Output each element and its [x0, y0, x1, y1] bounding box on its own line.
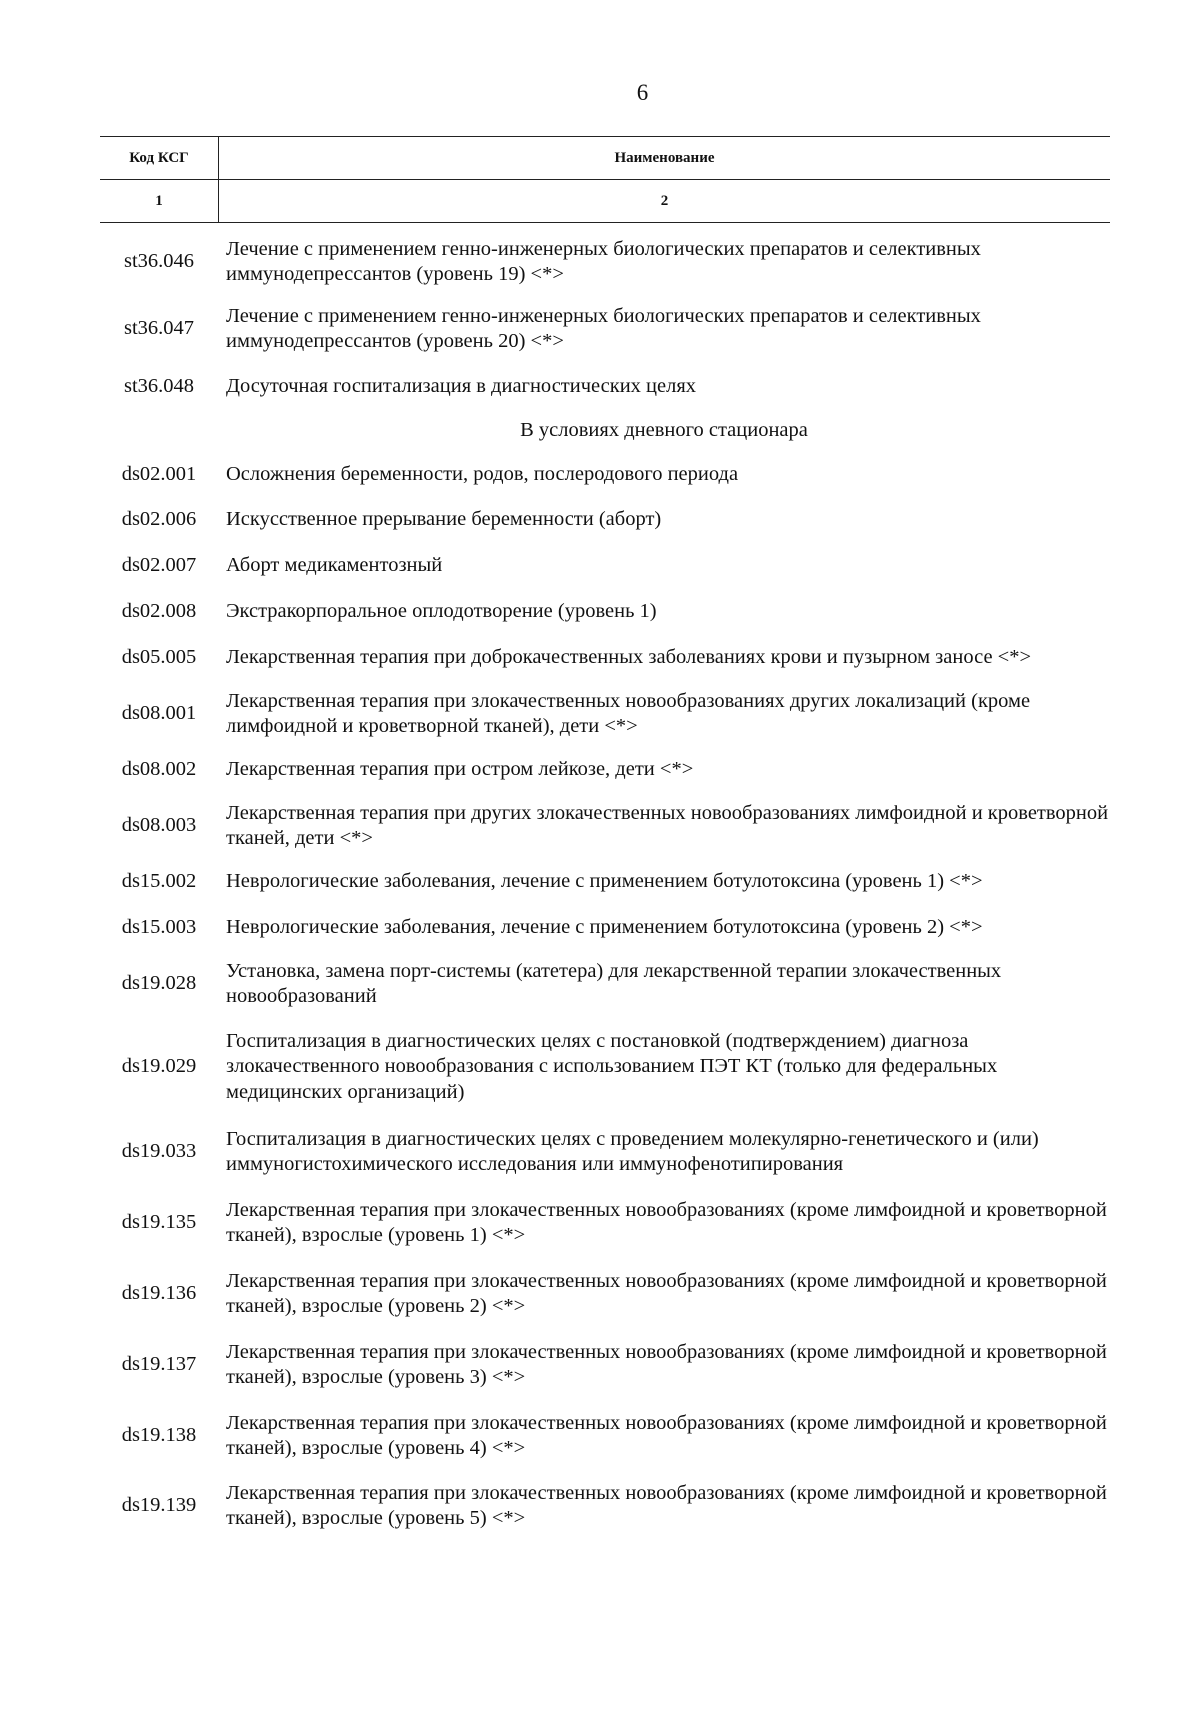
row-name: Лекарственная терапия при остром лейкозе, дети <*> [226, 758, 694, 781]
table-row [100, 231, 1110, 293]
row-code: ds02.006 [121, 508, 197, 531]
row-code: ds19.029 [121, 1055, 197, 1078]
row-name: Неврологические заболевания, лечение с применением ботулотоксина (уровень 2) <*> [226, 916, 983, 939]
row-code: ds19.033 [121, 1140, 197, 1163]
row-name: Лечение с применением генно-инженерных биологических препаратов и селективных иммунодепрессантов (уровень 19) <*> [226, 237, 981, 285]
row-name: Установка, замена порт-системы (катетера) для лекарственной терапии злокачественных новообразований [226, 959, 1002, 1007]
row-name: Госпитализация в диагностических целях с постановкой (подтверждением) диагноза злокачественного новообразования с использованием ПЭТ КТ (только для федеральных медицинских организаций) [226, 1029, 998, 1103]
table-header-row [100, 136, 1110, 179]
column-number-row [100, 179, 1110, 223]
row-code: st36.046 [123, 250, 195, 273]
row-code: st36.048 [123, 375, 195, 398]
row-name: Досуточная госпитализация в диагностических целях [226, 375, 697, 398]
table-row [100, 543, 1110, 589]
row-code: ds02.007 [121, 554, 197, 577]
table-row [100, 747, 1110, 793]
ksg-table [100, 136, 1110, 1541]
table-body [100, 231, 1110, 1541]
row-code: ds08.002 [121, 758, 197, 781]
row-name: Осложнения беременности, родов, послеродового периода [226, 463, 739, 486]
table-row [100, 905, 1110, 951]
column-number-name: 2 [660, 192, 669, 209]
table-row [100, 1117, 1110, 1187]
row-code: ds19.136 [121, 1282, 197, 1305]
row-code: ds19.135 [121, 1211, 197, 1234]
row-code: ds08.003 [121, 814, 197, 837]
row-name: Лекарственная терапия при злокачественных новообразованиях (кроме лимфоидной и кроветворной тканей), взрослые (уровень 4) <*> [226, 1411, 1107, 1459]
table-row [100, 635, 1110, 681]
row-name: Неврологические заболевания, лечение с применением ботулотоксина (уровень 1) <*> [226, 870, 983, 893]
table-row [100, 1017, 1110, 1117]
header-name: Наименование [614, 149, 715, 166]
row-code: ds15.003 [121, 916, 197, 939]
table-row [100, 1329, 1110, 1401]
table-row [100, 1259, 1110, 1329]
table-row [100, 1187, 1110, 1259]
row-code: ds05.005 [121, 646, 197, 669]
row-name: Лечение с применением генно-инженерных биологических препаратов и селективных иммунодепрессантов (уровень 20) <*> [226, 304, 981, 352]
table-row [100, 497, 1110, 543]
row-code: ds08.001 [121, 702, 197, 725]
row-name: Экстракорпоральное оплодотворение (уровень 1) [226, 600, 657, 623]
section-title: В условиях дневного стационара [520, 419, 808, 442]
row-code: ds02.008 [121, 600, 197, 623]
row-code: ds15.002 [121, 870, 197, 893]
table-row [100, 859, 1110, 905]
row-code: ds19.138 [121, 1424, 197, 1447]
row-code: ds19.137 [121, 1353, 197, 1376]
row-name: Искусственное прерывание беременности (аборт) [226, 508, 662, 531]
row-code: st36.047 [123, 317, 195, 340]
row-name: Госпитализация в диагностических целях с проведением молекулярно-генетического и (или) иммуногистохимического исследования или иммунофенотипирования [226, 1127, 1039, 1175]
row-code: ds02.001 [121, 463, 197, 486]
row-name: Лекарственная терапия при других злокачественных новообразованиях лимфоидной и кроветворной тканей, дети <*> [226, 801, 1109, 849]
row-name: Лекарственная терапия при злокачественных новообразованиях (кроме лимфоидной и кроветворной тканей), взрослые (уровень 2) <*> [226, 1269, 1107, 1317]
row-code: ds19.028 [121, 972, 197, 995]
row-name: Лекарственная терапия при злокачественных новообразованиях (кроме лимфоидной и кроветворной тканей), взрослые (уровень 5) <*> [226, 1481, 1107, 1529]
row-name: Лекарственная терапия при доброкачественных заболеваниях крови и пузырном заносе <*> [226, 646, 1032, 669]
table-row [100, 453, 1110, 497]
table-row [100, 589, 1110, 635]
table-row [100, 1401, 1110, 1471]
table-row [100, 793, 1110, 859]
table-row [100, 1471, 1110, 1541]
row-name: Аборт медикаментозный [226, 554, 443, 577]
row-name: Лекарственная терапия при злокачественных новообразованиях (кроме лимфоидной и кроветворной тканей), взрослые (уровень 3) <*> [226, 1340, 1107, 1388]
row-code: ds19.139 [121, 1494, 197, 1517]
column-number-code: 1 [100, 180, 219, 222]
header-code: Код КСГ [100, 137, 219, 179]
table-row [100, 681, 1110, 747]
table-row [100, 951, 1110, 1017]
row-name: Лекарственная терапия при злокачественных новообразованиях других локализаций (кроме лимфоидной и кроветворной тканей), дети <*> [226, 689, 1031, 737]
row-name: Лекарственная терапия при злокачественных новообразованиях (кроме лимфоидной и кроветворной тканей), взрослые (уровень 1) <*> [226, 1198, 1107, 1246]
page-number: 6 [636, 80, 649, 105]
table-row [100, 293, 1110, 365]
table-row [100, 365, 1110, 409]
